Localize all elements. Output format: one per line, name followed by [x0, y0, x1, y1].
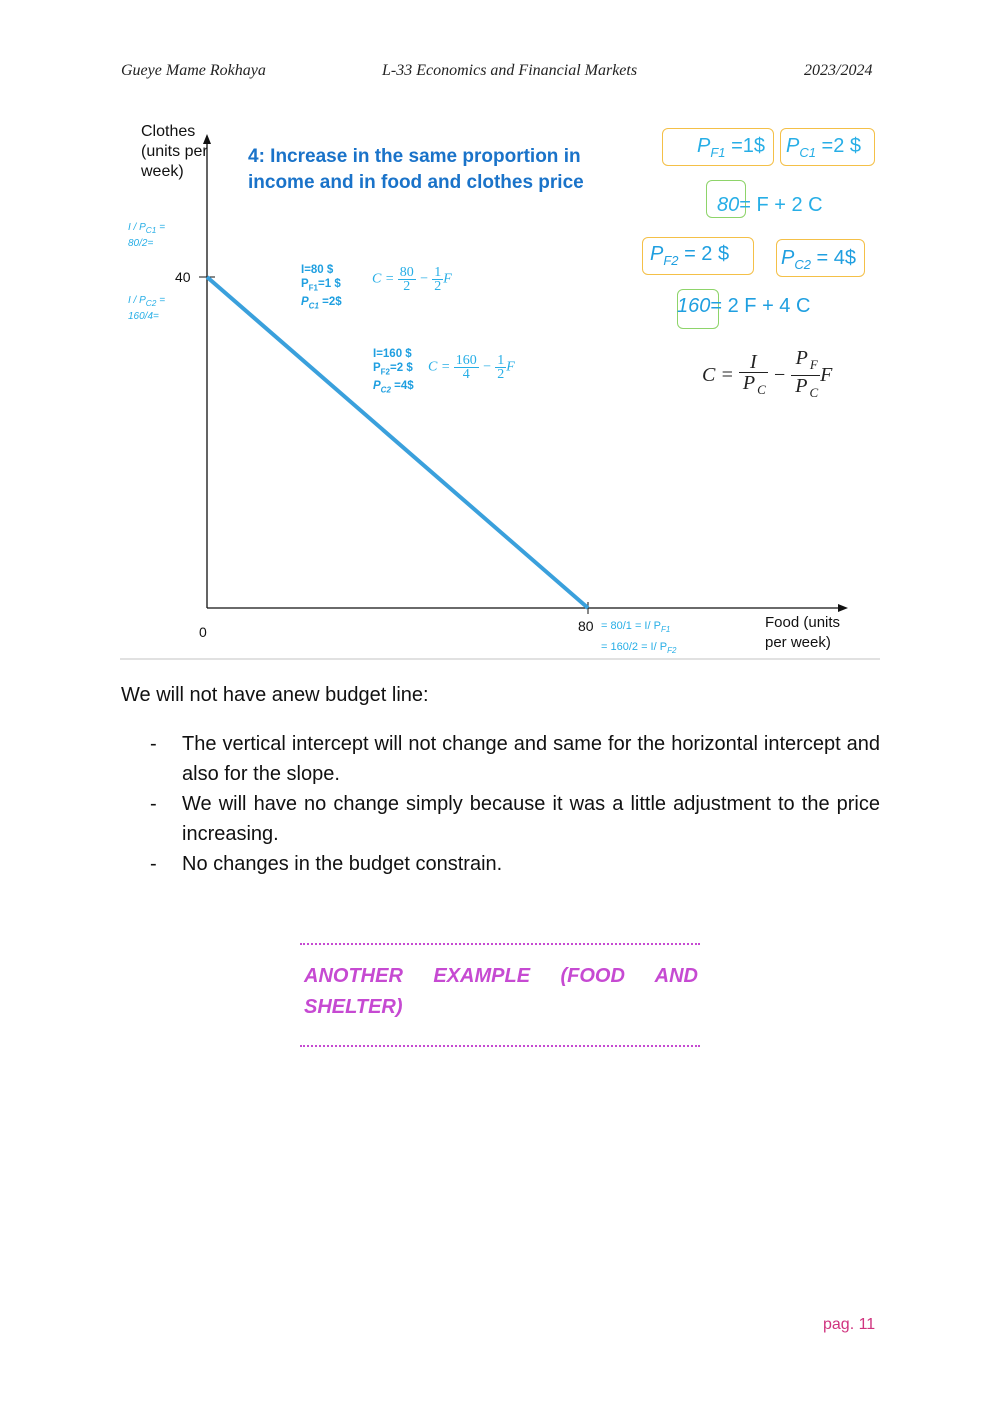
y-tick-40: 40 — [175, 269, 191, 285]
bullet-text: We will have no change simply because it was a little adjustment to the price increasing. — [182, 793, 880, 845]
budget-line-series-0 — [207, 277, 588, 608]
figure-title: 4: Increase in the same proportion in income and in food and clothes price — [248, 146, 584, 193]
header-course: L-33 Economics and Financial Markets — [382, 62, 638, 79]
x-tick-80: 80 — [578, 618, 594, 634]
y-note-pc1: I / $P_{C1}$ = 80/2= — [128, 222, 166, 249]
bullet-text: The vertical intercept will not change and same for the horizontal intercept and also for the slope. — [182, 733, 880, 785]
bullet-text: No changes in the budget constrain. — [182, 853, 503, 875]
price-pf1-label: $P_{F1}$ =1$ — [697, 135, 765, 160]
price-pc1-label: $P_{C1} =2$ $ — [786, 135, 862, 160]
budget-line-figure — [120, 108, 880, 660]
price-pf2-label: $P_{F2} = 2$ $ — [650, 243, 730, 268]
page-number: pag. 11 — [823, 1316, 876, 1333]
budget-equation-2: 160= 2 F + 4 C — [677, 295, 811, 317]
header-author: Gueye Mame Rokhaya — [121, 62, 266, 79]
list-item — [150, 729, 880, 789]
origin-label: 0 — [199, 624, 207, 640]
general-budget-formula: C = $\frac{I}{P _C}$ − $\frac{P _F}{P _C}$ F — [702, 347, 833, 400]
price-pc2-label: $P_{C2}$ = 4$ — [781, 247, 857, 272]
x-axis-arrow — [838, 604, 848, 612]
bullet-dash: - — [150, 793, 157, 815]
example-heading: ANOTHER EXAMPLE (FOOD AND SHELTER) — [304, 965, 698, 1018]
x-note-pf1: = 80/1 = I/ $P_{F1}$ — [601, 620, 671, 635]
block1-values: I=80 $ $P_{F1}=1$ $ $P_{C1}$ =2$ — [301, 264, 342, 311]
bullet-dash: - — [150, 733, 157, 755]
header-year: 2023/2024 — [804, 62, 873, 79]
list-item — [150, 849, 880, 879]
y-note-pc2: I / $P_{C2}$ = 160/4= — [128, 295, 166, 322]
block2-values: I=160 $ $P_{F2}=2$ $ $P_{C2}$ =4$ — [373, 348, 414, 395]
example-heading-box — [300, 943, 700, 1047]
bullet-dash: - — [150, 853, 157, 875]
y-axis-label: Clothes (units per week) — [141, 123, 208, 180]
list-item — [150, 789, 880, 849]
intro-text: We will not have anew budget line: — [121, 684, 429, 706]
block2-equation: C = $\frac{160}{4}$ − $\frac{1}{2}$ F — [428, 353, 515, 382]
x-axis-label: Food (units per week) — [765, 614, 841, 651]
budget-equation-1: 80= F + 2 C — [717, 194, 823, 216]
block1-equation: C = $\frac{80}{2}$ − $\frac{1}{2}$ F — [372, 265, 452, 294]
x-note-pf2: = 160/2 = I/ $P_{F2}$ — [601, 641, 677, 656]
